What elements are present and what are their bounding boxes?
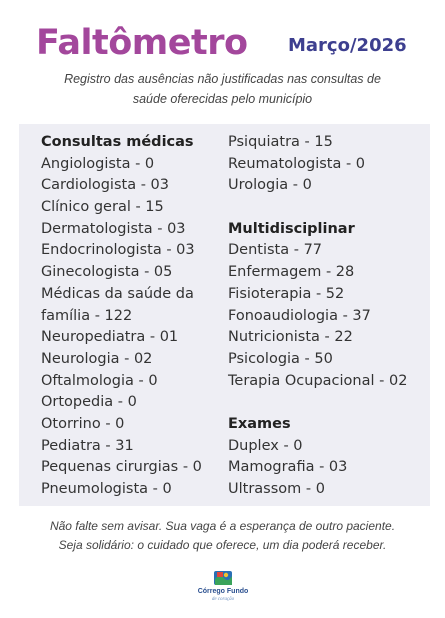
- list-item: família - 122: [41, 307, 133, 324]
- list-item: Angiologista - 0: [41, 155, 155, 172]
- absence-panel: [19, 124, 430, 506]
- subtitle: [20, 69, 425, 109]
- medical-consultations-column: [41, 132, 202, 501]
- list-item: Médicas da saúde da: [41, 285, 194, 302]
- footer-line-2: Seja solidário: o cuidado que oferece, um dia poderá receber.: [58, 538, 387, 552]
- section-heading-exams: Exames: [228, 415, 291, 432]
- list-item: Duplex - 0: [228, 437, 303, 454]
- list-item: Clínico geral - 15: [41, 199, 164, 216]
- list-item: Pediatra - 31: [41, 437, 134, 454]
- list-item: Dermatologista - 03: [41, 220, 186, 237]
- list-item: Mamografia - 03: [228, 459, 348, 476]
- logo-emblem-icon: [212, 569, 234, 587]
- footer-message: [20, 517, 425, 555]
- list-item: Pequenas cirurgias - 0: [41, 459, 202, 476]
- logo-name: Córrego Fundo: [197, 588, 249, 595]
- list-item: Cardiologista - 03: [41, 177, 169, 194]
- spacer: [228, 392, 407, 414]
- list-item: Oftalmologia - 0: [41, 372, 158, 389]
- subtitle-line-1: Registro das ausências não justificadas nas consultas de: [64, 72, 381, 86]
- list-item: Ortopedia - 0: [41, 394, 137, 411]
- list-item: Psicologia - 50: [228, 350, 333, 367]
- section-heading-multidisciplinary: Multidisciplinar: [228, 220, 355, 237]
- subtitle-line-2: saúde oferecidas pelo município: [132, 92, 313, 106]
- logo-tagline: de coração: [211, 597, 235, 602]
- list-item: Neuropediatra - 01: [41, 329, 179, 346]
- list-item: Otorrino - 0: [41, 415, 125, 432]
- list-item: Fisioterapia - 52: [228, 285, 345, 302]
- list-item: Nutricionista - 22: [228, 329, 353, 346]
- list-item: Ultrassom - 0: [228, 481, 325, 497]
- list-item: Fonoaudiologia - 37: [228, 307, 371, 324]
- list-item: Psiquiatra - 15: [228, 134, 333, 150]
- list-item: Ginecologista - 05: [41, 264, 173, 281]
- header: [0, 20, 445, 66]
- municipality-logo: [193, 569, 253, 609]
- list-item: Endocrinologista - 03: [41, 242, 195, 259]
- list-item: Reumatologista - 0: [228, 155, 366, 172]
- list-item: Enfermagem - 28: [228, 264, 355, 281]
- list-item: Dentista - 77: [228, 242, 323, 259]
- list-item: Pneumologista - 0: [41, 481, 172, 497]
- page-title: Faltômetro: [36, 23, 248, 63]
- footer-line-1: Não falte sem avisar. Sua vaga é a esperança de outro paciente.: [49, 519, 396, 533]
- right-column: [228, 132, 407, 501]
- list-item: Terapia Ocupacional - 02: [228, 372, 408, 389]
- section-heading-medical: Consultas médicas: [41, 134, 194, 150]
- list-item: Neurologia - 02: [41, 350, 153, 367]
- report-date: Março/2026: [288, 35, 407, 56]
- list-item: Urologia - 0: [228, 177, 312, 194]
- spacer: [228, 197, 407, 219]
